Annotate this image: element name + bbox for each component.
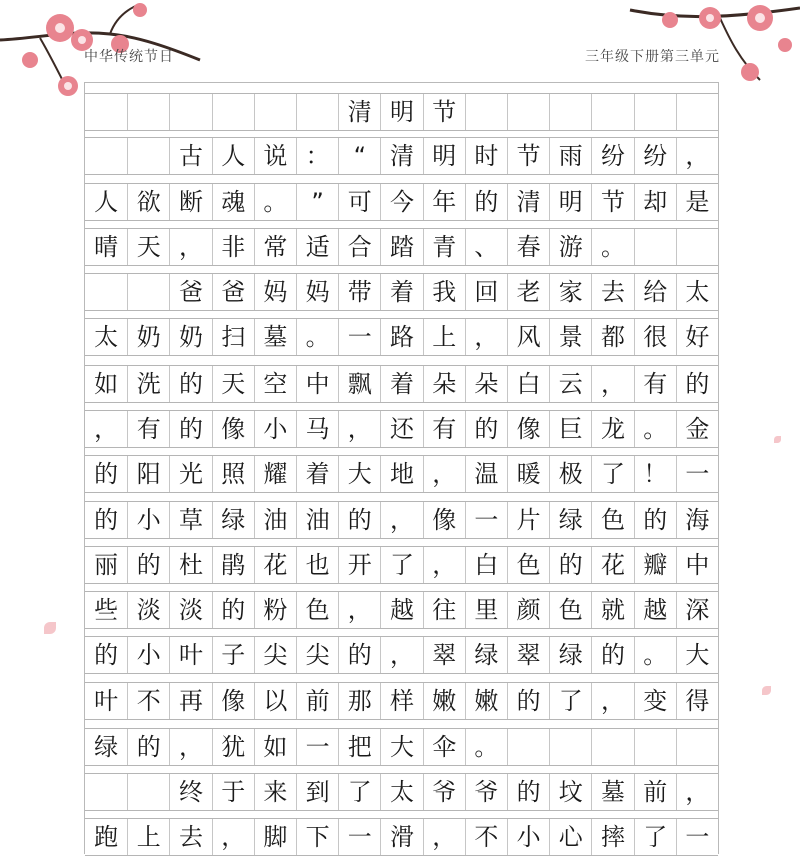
character-cell — [127, 274, 169, 310]
character-cell: 淡 — [127, 592, 169, 628]
character-cell: 游 — [549, 229, 591, 265]
grid-line — [85, 137, 718, 175]
character-cell: 节 — [591, 184, 633, 220]
character-cell: 变 — [634, 683, 676, 719]
character-cell: 踏 — [380, 229, 422, 265]
character-cell: 有 — [127, 411, 169, 447]
character-cell: 花 — [591, 547, 633, 583]
character-cell: 、 — [465, 229, 507, 265]
character-cell: 的 — [94, 506, 119, 534]
title-cell — [634, 94, 676, 130]
character-cell: 妈 — [296, 274, 338, 310]
character-cell: 空 — [254, 366, 296, 402]
character-cell: 越 — [634, 592, 676, 628]
character-cell: ， — [591, 683, 633, 719]
character-cell: 的 — [465, 411, 507, 447]
character-cell: 的 — [507, 683, 549, 719]
character-cell: 人 — [212, 138, 254, 174]
character-cell: 极 — [549, 456, 591, 492]
character-cell: 着 — [380, 366, 422, 402]
character-cell: ， — [423, 547, 465, 583]
character-cell: 白 — [507, 366, 549, 402]
character-cell: 如 — [94, 370, 119, 398]
character-cell: 太 — [94, 323, 119, 351]
grid-line — [85, 93, 718, 131]
character-cell: 一 — [676, 456, 718, 492]
character-cell: 叶 — [94, 687, 119, 715]
petal-decoration — [762, 686, 771, 695]
character-cell: ， — [380, 637, 422, 673]
character-cell: 瓣 — [634, 547, 676, 583]
character-cell: 了 — [380, 547, 422, 583]
character-cell: 绿 — [212, 502, 254, 538]
grid-line — [85, 682, 718, 720]
character-cell: 油 — [254, 502, 296, 538]
grid-line — [85, 273, 718, 311]
character-cell: 人 — [94, 188, 119, 216]
character-cell: 龙 — [591, 411, 633, 447]
character-cell: 以 — [254, 683, 296, 719]
character-cell: 奶 — [127, 319, 169, 355]
character-cell: 子 — [212, 637, 254, 673]
character-cell: 我 — [423, 274, 465, 310]
character-cell: 一 — [465, 502, 507, 538]
character-cell: 淡 — [169, 592, 211, 628]
character-cell: 像 — [507, 411, 549, 447]
character-cell: 的 — [212, 592, 254, 628]
character-cell: ， — [676, 774, 718, 810]
plum-blossom-branch-right — [610, 0, 800, 90]
character-cell — [676, 729, 718, 765]
character-cell: 白 — [465, 547, 507, 583]
character-cell: 小 — [127, 637, 169, 673]
character-cell: 着 — [296, 456, 338, 492]
character-cell: 来 — [254, 774, 296, 810]
grid-line — [85, 636, 718, 674]
character-cell: 就 — [591, 592, 633, 628]
grid-line — [85, 455, 718, 493]
character-cell — [634, 729, 676, 765]
character-cell: 的 — [676, 366, 718, 402]
character-cell: 的 — [169, 411, 211, 447]
title-cell: 清 — [338, 94, 380, 130]
title-cell — [169, 94, 211, 130]
character-cell: 爸 — [212, 274, 254, 310]
character-cell: 如 — [254, 729, 296, 765]
title-cell — [549, 94, 591, 130]
character-cell: 开 — [338, 547, 380, 583]
character-cell: 的 — [465, 184, 507, 220]
character-cell: 非 — [212, 229, 254, 265]
character-cell: 再 — [169, 683, 211, 719]
character-cell — [507, 729, 549, 765]
character-cell: 绿 — [465, 637, 507, 673]
character-cell: 青 — [423, 229, 465, 265]
character-cell: 的 — [634, 502, 676, 538]
character-cell: 说 — [254, 138, 296, 174]
character-cell: 一 — [338, 319, 380, 355]
title-cell — [676, 94, 718, 130]
character-cell: 杜 — [169, 547, 211, 583]
grid-line — [85, 183, 718, 221]
character-cell: 去 — [169, 819, 211, 855]
character-cell: 带 — [338, 274, 380, 310]
character-cell: 心 — [549, 819, 591, 855]
character-cell: 家 — [549, 274, 591, 310]
character-cell: 清 — [380, 138, 422, 174]
character-cell: 滑 — [380, 819, 422, 855]
character-cell: 色 — [507, 547, 549, 583]
character-cell: 的 — [591, 637, 633, 673]
character-cell: 把 — [338, 729, 380, 765]
character-cell: 前 — [296, 683, 338, 719]
character-cell: 纷 — [634, 138, 676, 174]
character-cell: ， — [465, 319, 507, 355]
grid-line — [85, 318, 718, 356]
character-cell: 深 — [676, 592, 718, 628]
character-cell: 巨 — [549, 411, 591, 447]
character-cell: 洗 — [127, 366, 169, 402]
character-cell: 温 — [465, 456, 507, 492]
character-cell: 可 — [338, 184, 380, 220]
grid-line — [85, 501, 718, 539]
character-cell: 清 — [507, 184, 549, 220]
character-cell — [127, 774, 169, 810]
grid-line — [85, 818, 718, 856]
petal-decoration — [44, 622, 56, 634]
character-cell: 像 — [212, 683, 254, 719]
title-cell — [465, 94, 507, 130]
character-cell: 花 — [254, 547, 296, 583]
character-cell: 伞 — [423, 729, 465, 765]
character-cell: 明 — [423, 138, 465, 174]
grid-line — [85, 228, 718, 266]
character-cell: 墓 — [254, 319, 296, 355]
character-cell: 色 — [549, 592, 591, 628]
character-cell: 的 — [127, 729, 169, 765]
character-cell: 的 — [94, 641, 119, 669]
character-cell: ， — [338, 592, 380, 628]
character-cell: ， — [169, 229, 211, 265]
character-cell: 得 — [676, 683, 718, 719]
character-cell: 断 — [169, 184, 211, 220]
character-cell: 爷 — [423, 774, 465, 810]
character-cell: 的 — [127, 547, 169, 583]
character-cell: 太 — [380, 774, 422, 810]
character-cell: 爷 — [465, 774, 507, 810]
character-cell: 有 — [634, 366, 676, 402]
character-cell: ， — [169, 729, 211, 765]
character-cell: 太 — [676, 274, 718, 310]
character-cell: 了 — [591, 456, 633, 492]
character-cell: 春 — [507, 229, 549, 265]
character-cell: 海 — [676, 502, 718, 538]
character-cell: 却 — [634, 184, 676, 220]
character-cell: 朵 — [465, 366, 507, 402]
title-cell: 节 — [423, 94, 465, 130]
character-cell: 下 — [296, 819, 338, 855]
character-cell: 有 — [423, 411, 465, 447]
character-cell — [127, 138, 169, 174]
title-cell — [507, 94, 549, 130]
character-cell: 耀 — [254, 456, 296, 492]
character-cell: 老 — [507, 274, 549, 310]
character-cell: 地 — [380, 456, 422, 492]
character-cell: 很 — [634, 319, 676, 355]
character-cell — [85, 774, 127, 810]
character-cell: 是 — [676, 184, 718, 220]
character-cell: 尖 — [254, 637, 296, 673]
character-cell: “ — [338, 138, 380, 174]
character-cell: 绿 — [94, 733, 119, 761]
character-cell: 节 — [507, 138, 549, 174]
character-cell: ， — [423, 456, 465, 492]
character-cell: 奶 — [169, 319, 211, 355]
title-cell — [254, 94, 296, 130]
character-cell: 魂 — [212, 184, 254, 220]
character-cell: 。 — [634, 637, 676, 673]
character-cell: 照 — [212, 456, 254, 492]
petal-decoration — [774, 436, 781, 443]
header-grade-unit: 三年级下册第三单元 — [585, 49, 720, 65]
character-cell: 景 — [549, 319, 591, 355]
character-cell: 的 — [549, 547, 591, 583]
character-cell: 雨 — [549, 138, 591, 174]
character-cell: 于 — [212, 774, 254, 810]
character-cell: 终 — [169, 774, 211, 810]
character-cell: ， — [591, 366, 633, 402]
character-cell: 了 — [549, 683, 591, 719]
character-cell: 一 — [296, 729, 338, 765]
character-cell: 。 — [254, 184, 296, 220]
character-cell: ， — [94, 415, 119, 443]
character-cell: 色 — [591, 502, 633, 538]
character-cell: 中 — [676, 547, 718, 583]
character-cell: 阳 — [127, 456, 169, 492]
character-cell: 。 — [634, 411, 676, 447]
character-cell: 适 — [296, 229, 338, 265]
character-cell — [591, 729, 633, 765]
character-cell: 叶 — [169, 637, 211, 673]
character-cell: 不 — [127, 683, 169, 719]
character-cell: 越 — [380, 592, 422, 628]
character-cell: 大 — [676, 637, 718, 673]
character-cell: 路 — [380, 319, 422, 355]
character-cell: ， — [423, 819, 465, 855]
character-cell: 今 — [380, 184, 422, 220]
character-cell: 合 — [338, 229, 380, 265]
character-cell: 墓 — [591, 774, 633, 810]
character-cell: 中 — [296, 366, 338, 402]
character-cell: 小 — [507, 819, 549, 855]
character-cell: 一 — [676, 819, 718, 855]
character-cell: 了 — [634, 819, 676, 855]
character-cell: 油 — [296, 502, 338, 538]
character-cell: 不 — [465, 819, 507, 855]
header-series-title: 中华传统节日 — [84, 49, 174, 65]
character-cell: 回 — [465, 274, 507, 310]
character-cell: 大 — [380, 729, 422, 765]
character-cell: 。 — [591, 229, 633, 265]
character-cell: 的 — [507, 774, 549, 810]
grid-line — [85, 773, 718, 811]
character-cell: 也 — [296, 547, 338, 583]
character-cell: 绿 — [549, 637, 591, 673]
title-cell — [296, 94, 338, 130]
title-cell — [85, 94, 127, 130]
character-cell: 嫩 — [465, 683, 507, 719]
character-cell: 去 — [591, 274, 633, 310]
grid-line — [85, 365, 718, 403]
character-cell — [634, 229, 676, 265]
title-cell — [591, 94, 633, 130]
character-cell: ” — [296, 184, 338, 220]
character-cell: 马 — [296, 411, 338, 447]
character-cell: ， — [212, 819, 254, 855]
character-cell: 绿 — [549, 502, 591, 538]
character-cell: 些 — [94, 596, 119, 624]
character-cell: 那 — [338, 683, 380, 719]
character-cell: 金 — [676, 411, 718, 447]
character-cell: 犹 — [212, 729, 254, 765]
character-cell: 天 — [212, 366, 254, 402]
character-cell: 光 — [169, 456, 211, 492]
character-cell: 暖 — [507, 456, 549, 492]
title-cell: 明 — [380, 94, 422, 130]
character-cell: 脚 — [254, 819, 296, 855]
character-cell: 色 — [296, 592, 338, 628]
character-cell: 跑 — [94, 823, 119, 851]
character-cell: 欲 — [127, 184, 169, 220]
character-cell: 妈 — [254, 274, 296, 310]
character-cell: 颜 — [507, 592, 549, 628]
character-cell: 晴 — [94, 233, 119, 261]
character-cell: 的 — [169, 366, 211, 402]
character-cell: 纷 — [591, 138, 633, 174]
character-cell: 里 — [465, 592, 507, 628]
character-cell: 到 — [296, 774, 338, 810]
character-cell: ， — [380, 502, 422, 538]
grid-line — [85, 410, 718, 448]
character-cell: 翠 — [507, 637, 549, 673]
character-cell — [549, 729, 591, 765]
character-cell: 了 — [338, 774, 380, 810]
character-cell: 丽 — [94, 551, 119, 579]
character-cell: 上 — [127, 819, 169, 855]
title-cell — [127, 94, 169, 130]
character-cell: 扫 — [212, 319, 254, 355]
character-cell: 。 — [465, 729, 507, 765]
character-cell: 嫩 — [423, 683, 465, 719]
character-cell: ： — [296, 138, 338, 174]
character-cell: 天 — [127, 229, 169, 265]
character-cell: 都 — [591, 319, 633, 355]
character-cell: ， — [338, 411, 380, 447]
character-cell: 明 — [549, 184, 591, 220]
character-cell: 的 — [338, 502, 380, 538]
character-cell: 古 — [169, 138, 211, 174]
character-cell: 还 — [380, 411, 422, 447]
character-cell: 好 — [676, 319, 718, 355]
character-cell: 的 — [338, 637, 380, 673]
character-cell: 。 — [296, 319, 338, 355]
character-cell: 摔 — [591, 819, 633, 855]
character-cell: 云 — [549, 366, 591, 402]
character-cell: 小 — [254, 411, 296, 447]
character-cell: 常 — [254, 229, 296, 265]
character-cell: 给 — [634, 274, 676, 310]
character-cell: 尖 — [296, 637, 338, 673]
character-cell: 风 — [507, 319, 549, 355]
character-cell: 像 — [212, 411, 254, 447]
character-cell: 鹃 — [212, 547, 254, 583]
character-cell: 时 — [465, 138, 507, 174]
character-cell: 飘 — [338, 366, 380, 402]
composition-grid-paper — [84, 82, 719, 854]
character-cell: 着 — [380, 274, 422, 310]
character-cell: 片 — [507, 502, 549, 538]
character-cell: ！ — [634, 456, 676, 492]
character-cell: 草 — [169, 502, 211, 538]
character-cell: 年 — [423, 184, 465, 220]
character-cell: 坟 — [549, 774, 591, 810]
title-cell — [212, 94, 254, 130]
character-cell: 爸 — [169, 274, 211, 310]
character-cell: 的 — [94, 460, 119, 488]
character-cell: 往 — [423, 592, 465, 628]
character-cell: 大 — [338, 456, 380, 492]
grid-line — [85, 591, 718, 629]
character-cell: ， — [676, 138, 718, 174]
character-cell: 朵 — [423, 366, 465, 402]
character-cell: 样 — [380, 683, 422, 719]
character-cell: 粉 — [254, 592, 296, 628]
grid-line — [85, 546, 718, 584]
character-cell: 翠 — [423, 637, 465, 673]
character-cell — [85, 274, 127, 310]
character-cell: 上 — [423, 319, 465, 355]
character-cell: 像 — [423, 502, 465, 538]
character-cell: 一 — [338, 819, 380, 855]
character-cell: 前 — [634, 774, 676, 810]
character-cell — [676, 229, 718, 265]
character-cell: 小 — [127, 502, 169, 538]
character-cell — [85, 138, 127, 174]
grid-line — [85, 728, 718, 766]
